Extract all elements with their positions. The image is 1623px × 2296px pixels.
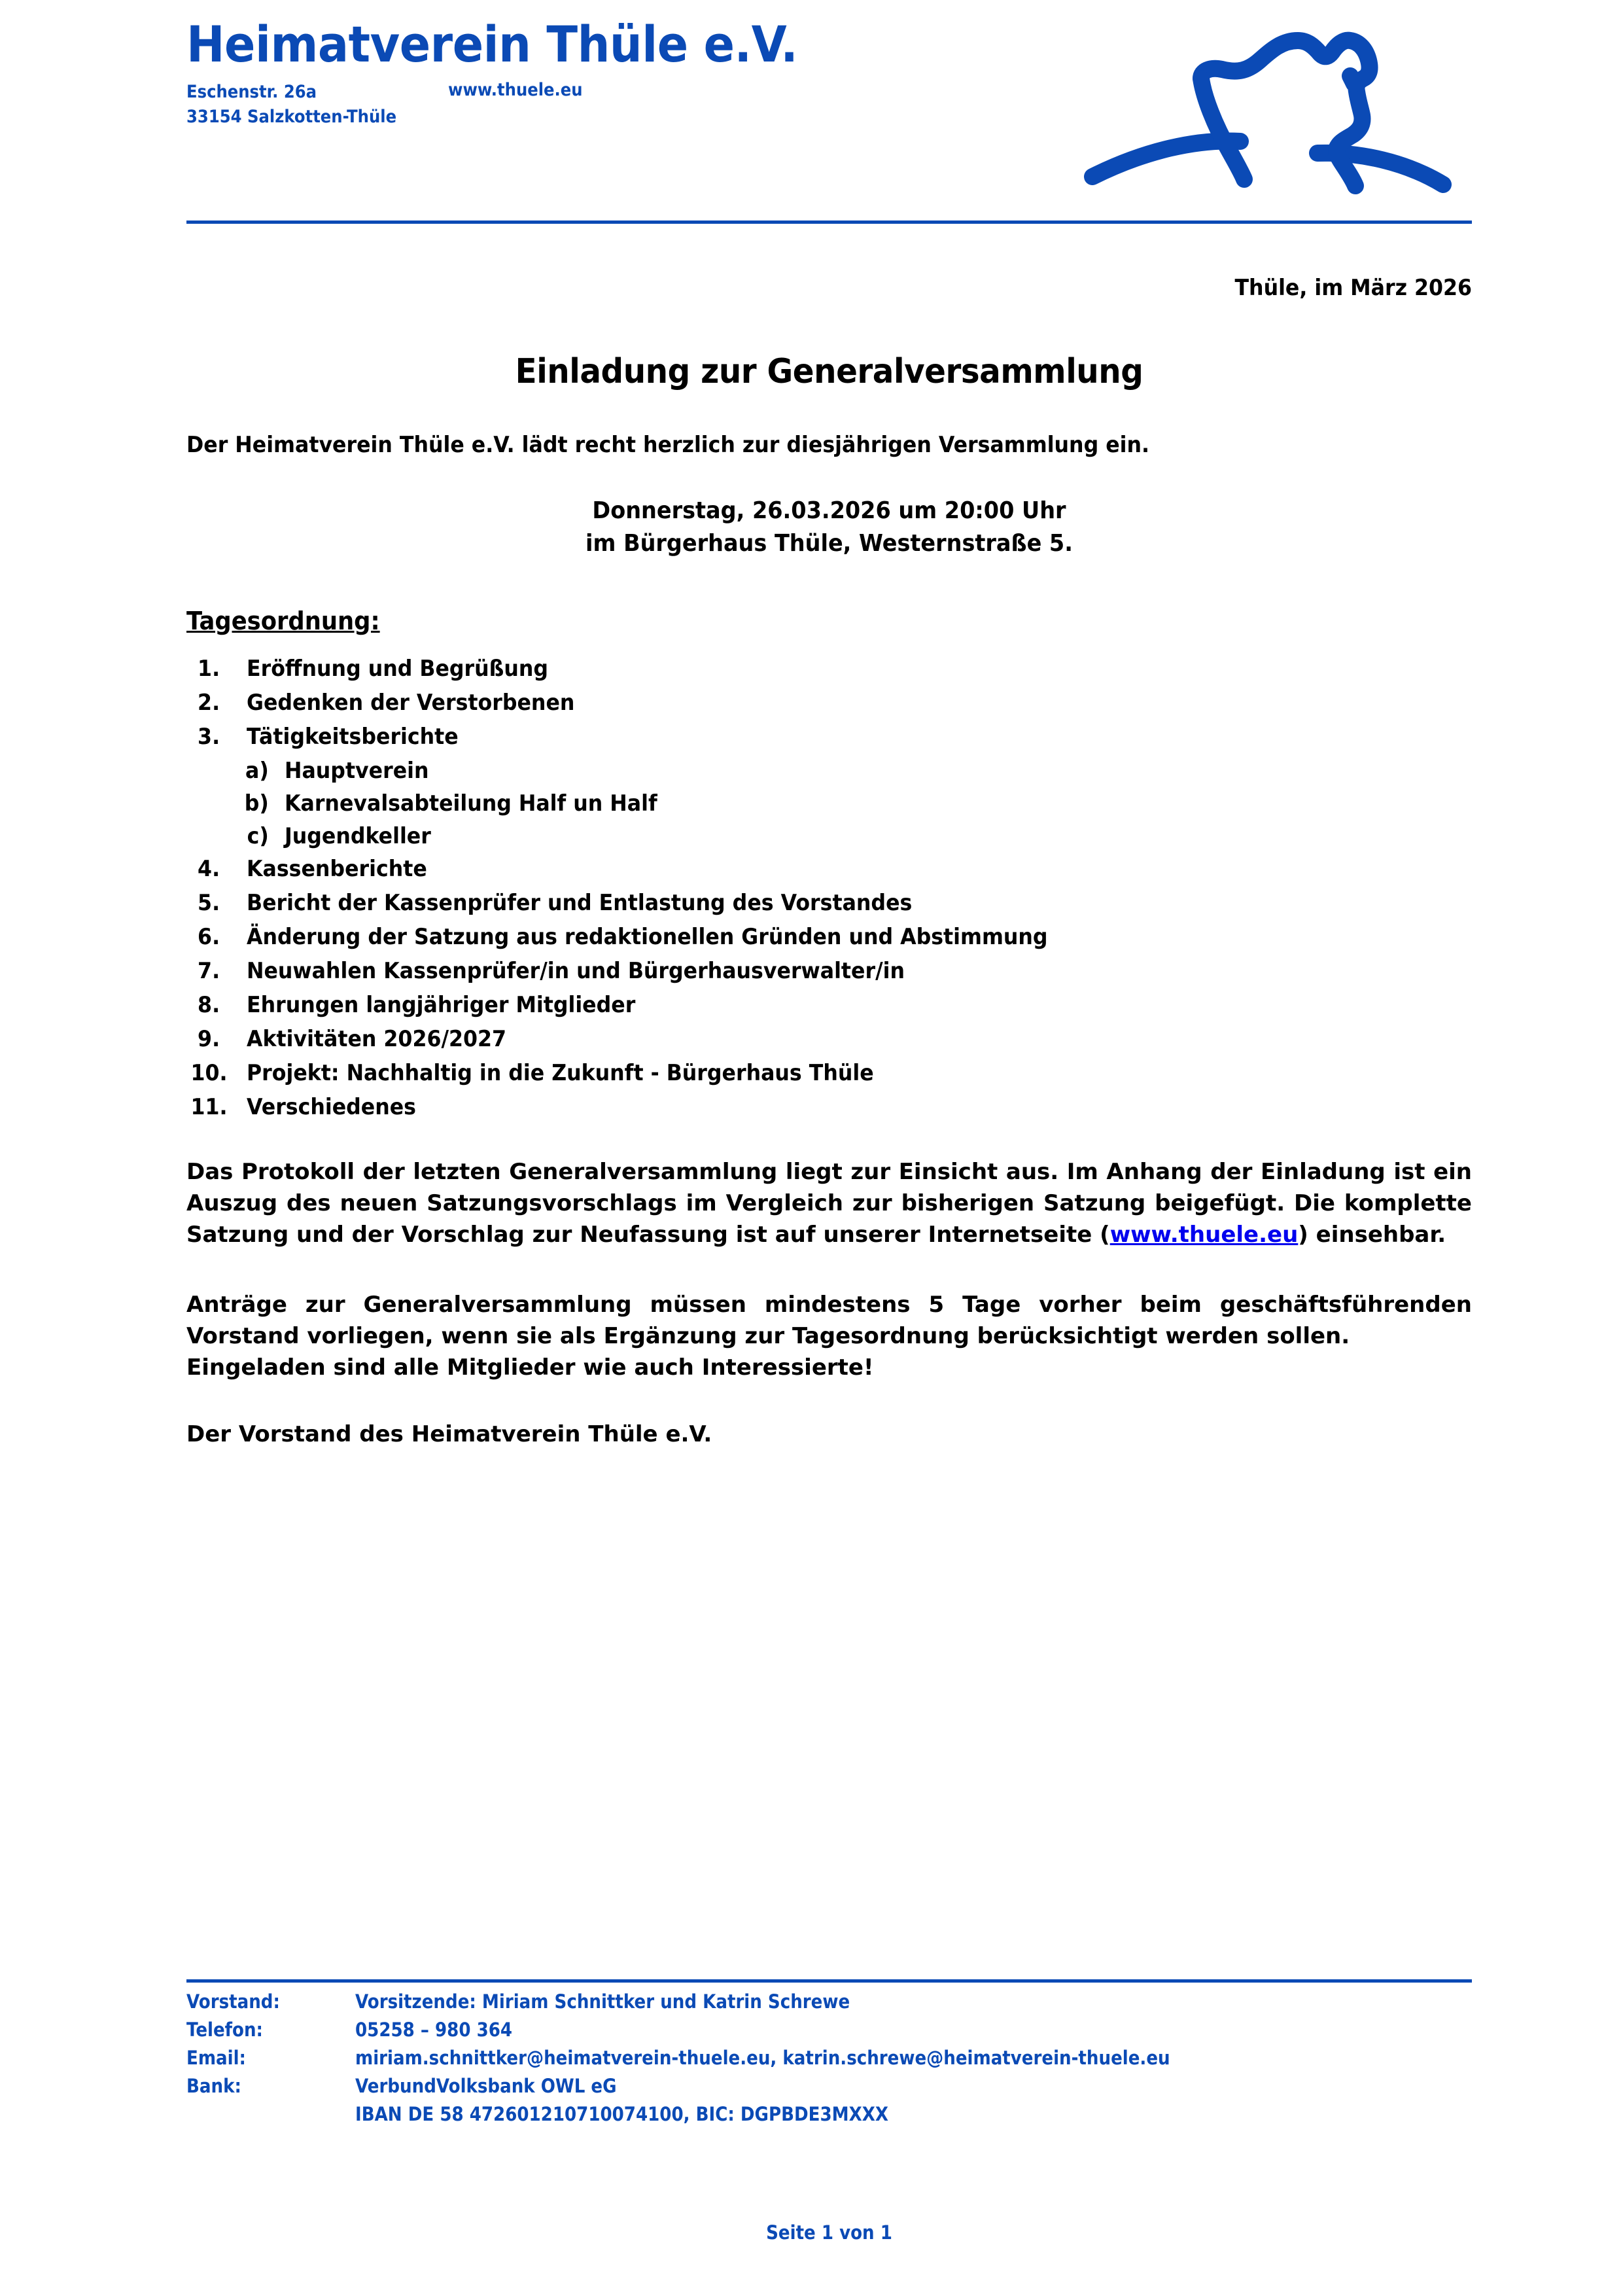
agenda-item-label: Verschiedenes [247, 1093, 417, 1120]
footer-row-label: Telefon: [186, 2019, 263, 2041]
agenda-item-label: Kassenberichte [247, 855, 427, 882]
agenda-item-label: Tätigkeitsberichte [247, 723, 459, 750]
agenda-item [186, 1093, 1472, 1120]
meeting-datetime: Donnerstag, 26.03.2026 um 20:00 Uhr [592, 497, 1066, 524]
agenda-item [186, 1025, 1472, 1052]
agenda-item-label: Eröffnung und Begrüßung [247, 655, 549, 682]
agenda-item-number: 4. [198, 855, 220, 882]
letterhead-text [186, 15, 1004, 130]
agenda-item-label: Ehrungen langjähriger Mitglieder [247, 991, 636, 1018]
footer-row [186, 2021, 1472, 2040]
agenda-heading: Tagesordnung: [186, 606, 380, 635]
header-website-link[interactable]: www.thuele.eu [448, 80, 583, 100]
agenda-item-number: b) [244, 790, 269, 817]
agenda-item-label: Karnevalsabteilung Half un Half [285, 790, 657, 817]
footer-row-value: 05258 – 980 364 [355, 2019, 513, 2041]
letterhead [186, 15, 1472, 216]
footer-divider [186, 1979, 1472, 1983]
meeting-location: im Bürgerhaus Thüle, Westernstraße 5. [585, 530, 1073, 557]
paragraph-eingeladen: Eingeladen sind alle Mitglieder wie auch Interessierte! [186, 1354, 874, 1381]
agenda-item [186, 855, 1472, 882]
footer-row-label: Email: [186, 2047, 246, 2069]
agenda-item-number: 6. [198, 923, 220, 950]
agenda-item-label: Änderung der Satzung aus redaktionellen Gründen und Abstimmung [247, 923, 1048, 950]
agenda-item [186, 991, 1472, 1018]
footer-row-value: IBAN DE 58 472601210710074100, BIC: DGPBDE3MXXX [355, 2103, 889, 2125]
paragraph-antraege: Anträge zur Generalversammlung müssen mindestens 5 Tage vorher beim geschäftsführenden Vorstand vorliegen, wenn sie als Ergänzung zur Tagesordnung berücksichtigt werden sollen. [186, 1291, 1472, 1349]
organization-title: Heimatverein Thüle e.V. [186, 15, 798, 73]
agenda-item-number: 3. [198, 723, 220, 750]
address-city: 33154 Salzkotten-Thüle [186, 107, 397, 128]
agenda-item-number: 7. [198, 957, 220, 984]
agenda-item [186, 689, 1472, 716]
agenda-item-label: Jugendkeller [285, 822, 431, 849]
agenda-item-number: c) [247, 822, 269, 849]
paragraph-protokoll-text-2: ) einsehbar. [1298, 1222, 1446, 1248]
intro-paragraph: Der Heimatverein Thüle e.V. lädt recht herzlich zur diesjährigen Versammlung ein. [186, 432, 1150, 458]
agenda-item [186, 923, 1472, 950]
meeting-details [232, 495, 1427, 561]
agenda-item-number: 5. [198, 889, 220, 916]
footer-row-value: Vorsitzende: Miriam Schnittker und Katrin Schrewe [355, 1990, 850, 2013]
agenda-item-number: 11. [190, 1093, 228, 1120]
footer-row-label: Bank: [186, 2075, 241, 2097]
footer-row [186, 2105, 1472, 2124]
paragraph-protokoll [186, 1156, 1472, 1251]
agenda-item-number: 1. [198, 655, 220, 682]
agenda-item-label: Hauptverein [285, 757, 429, 784]
agenda-item [186, 889, 1472, 916]
agenda-item-number: 10. [190, 1059, 228, 1086]
paragraph-protokoll-text-1: Das Protokoll der letzten Generalversammlung liegt zur Einsicht aus. Im Anhang der Einladung ist ein Auszug des neuen Satzungsvorschlags im Vergleich zur bisherigen Satzung beigefügt. Die komplette Satzung und der Vorschlag zur Neufassung ist auf unserer Internetseite ( [186, 1158, 1472, 1248]
footer-row [186, 2049, 1472, 2068]
agenda-item [186, 957, 1472, 984]
footer-row-label: Vorstand: [186, 1990, 280, 2013]
heimatverein-thuele-logo-icon [1073, 13, 1465, 209]
agenda-item-label: Projekt: Nachhaltig in die Zukunft - Bürgerhaus Thüle [247, 1059, 874, 1086]
agenda-item-label: Bericht der Kassenprüfer und Entlastung des Vorstandes [247, 889, 913, 916]
website-link[interactable]: www.thuele.eu [1109, 1222, 1299, 1248]
agenda-item-label: Neuwahlen Kassenprüfer/in und Bürgerhausverwalter/in [247, 957, 905, 984]
document-body [186, 262, 1472, 1447]
place-date: Thüle, im März 2026 [1234, 275, 1472, 301]
agenda-item [186, 822, 1472, 849]
organization-address [186, 80, 1004, 130]
agenda-item [186, 1059, 1472, 1086]
agenda-item [186, 655, 1472, 682]
agenda-item-number: a) [245, 757, 269, 784]
footer-row [186, 2077, 1472, 2096]
page-number: Seite 1 von 1 [766, 2221, 892, 2244]
footer-row [186, 1992, 1472, 2011]
agenda-item-number: 2. [198, 689, 220, 716]
agenda-item-label: Aktivitäten 2026/2027 [247, 1025, 507, 1052]
header-divider [186, 221, 1472, 224]
agenda-item-number: 9. [198, 1025, 220, 1052]
agenda-item-label: Gedenken der Verstorbenen [247, 689, 575, 716]
agenda-item [186, 757, 1472, 784]
agenda-item [186, 723, 1472, 750]
agenda-item-number: 8. [198, 991, 220, 1018]
agenda-list [186, 655, 1472, 1120]
footer-row-value: VerbundVolksbank OWL eG [355, 2075, 617, 2097]
closing-signature: Der Vorstand des Heimatverein Thüle e.V. [186, 1421, 712, 1448]
address-street: Eschenstr. 26a [186, 82, 317, 102]
footer-contact-block [186, 1992, 1472, 2133]
page-title: Einladung zur Generalversammlung [515, 352, 1143, 391]
agenda-item [186, 792, 1472, 815]
footer-row-value: miriam.schnittker@heimatverein-thuele.eu, katrin.schrewe@heimatverein-thuele.eu [355, 2047, 1170, 2069]
